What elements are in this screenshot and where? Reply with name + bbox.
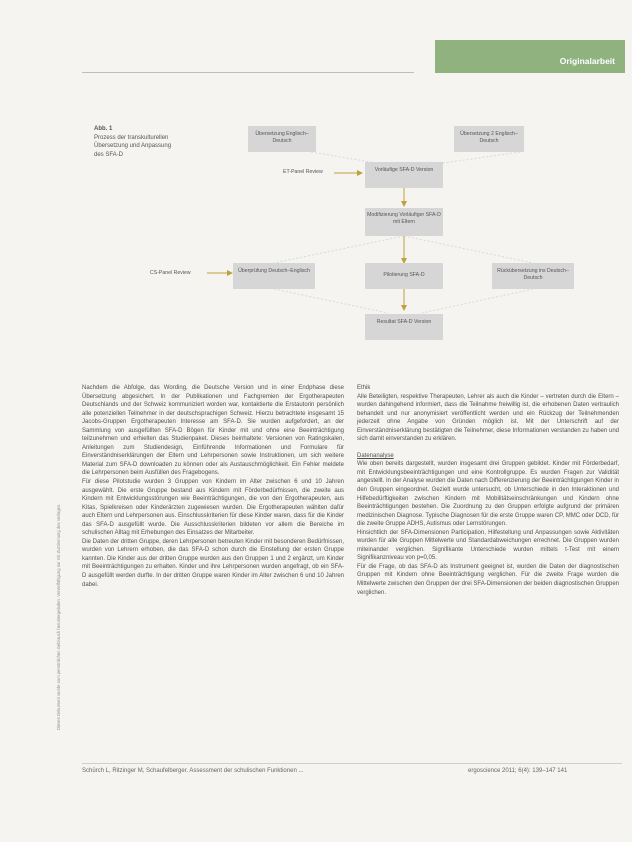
- node-branch-left-label: Überprüfung Deutsch–Englisch: [238, 268, 310, 274]
- node-branch-mid-label: Pilotierung SFA-D: [383, 272, 425, 278]
- node-final: [365, 314, 443, 340]
- body-column-left: [82, 384, 344, 750]
- node-source-1-label: Übersetzung Englisch–Deutsch: [255, 131, 309, 144]
- process-diagram: [140, 118, 600, 354]
- section-heading-analysis: Datenanalyse: [357, 452, 394, 459]
- section-tab: [435, 40, 625, 73]
- node-merged: [365, 162, 443, 188]
- paragraph: Wie oben bereits dargestellt, wurden insgesamt drei Gruppen gebildet. Kinder mit Förderbedarf, mit Entwicklungsbeeinträchtigungen und eine Kontrollgruppe. Es wurden Fragen zur Validität angestellt. In der Analyse wurden die Daten nach Differenzierung der Beeinträchtigungen Kinder in den Gruppen eingeordnet. Gezielt wurde untersucht, ob Unterschiede in den Interaktionen und Hilfebedürftigkeiten zwischen Kindern mit Mobilitätseinschränkungen und Kindern ohne Beeinträchtigungen bestehen. Die Zuordnung zu den Gruppen erfolgte aufgrund der primären medizinischen Diagnose. Typische Diagnosen für die erste Gruppe waren CP, MMC oder DCD, für die zweite Gruppe ADHS, Autismus oder Lernstörungen.: [357, 461, 619, 528]
- figure-caption-text: Prozess der transkulturellen Übersetzung und Anpassung des SFA-D: [94, 134, 172, 158]
- section-label: Originalarbeit: [559, 56, 615, 66]
- paragraph: Die Daten der dritten Gruppe, deren Lehrpersonen betreuten Kinder mit besonderen Bedürfnissen, wurden von Lehrern erhoben, die das SFA-D schon durch die Einstellung der ersten Gruppe kannten. Die Kinder aus der dritten Gruppe wurden aus den Gruppen 1 und 2 ergänzt, um Kinder mit Beeinträchtigungen zu erhalten. Kinder und ihre Lehrpersonen wurden angefragt, ob ein SFA-D ausgefüllt werden durfte. In der dritten Gruppe waren Kinder im Alter zwischen 6 und 10 Jahren dabei.: [82, 538, 344, 588]
- panel-label-left: CS-Panel Review: [150, 270, 191, 276]
- node-branch-left: [233, 263, 315, 289]
- paragraph: Für diese Pilotstudie wurden 3 Gruppen von Kindern im Alter zwischen 6 und 10 Jahren ausgewählt. Die erste Gruppe bestand aus Kindern mit Förderbedürfnissen, die zweite aus Kindern mit Entwicklungsstörungen wie Beeinträchtigungen, die von den Ergotherapeuten, aus Kitas, Spielkreisen oder Kinderärzten zugewiesen wurden. Die Ergotherapeuten wählten dafür auch Eltern und Lehrpersonen aus. Einschlusskriterien für diese Kinder waren, dass für die Kinder das SFA-D ausgefüllt wurde. Die Ausschlusskriterien bildeten vor allem die Bereiche im schulischen Alltag mit Erhebungen des Einsatzes der Mitarbeiter.: [82, 479, 344, 537]
- paragraph: Alle Beteiligten, respektive Therapeuten, Lehrer als auch die Kinder – vertreten durch die Eltern – wurden dahingehend informiert, dass die Teilnahme freiwillig ist, die erhobenen Daten vertraulich behandelt und nur anonymisiert veröffentlicht werden und ein Rückzug der Teilnehmenden jederzeit ohne Angabe von Gründen möglich ist. Mit der Unterschrift auf der Einverständniserklärung bestätigten die Teilnehmer, diese Informationen verstanden zu haben und sich damit einverstanden zu erklären.: [357, 393, 619, 443]
- arrow-revised-left: [274, 236, 404, 263]
- arrow-revised-right: [404, 236, 533, 263]
- node-revised-label: Modifizierung Vorläufiger SFA-D mit Eltern: [367, 212, 441, 225]
- paragraph: Für die Frage, ob das SFA-D als Instrument geeignet ist, wurden die Daten der diagnostischen Gruppen mit Kindern ohne Beeinträchtigung verglichen. Für die zweite Frage wurden die Mittelwerte zwischen den Gruppen der drei SFA-Dimensionen der beiden diagnostischen Gruppen verglichen.: [357, 563, 619, 596]
- footer-rule: [82, 763, 622, 764]
- node-merged-label: Vorläufige SFA-D Version: [374, 167, 434, 173]
- arrow-right-final: [422, 289, 533, 313]
- paragraph: Hinsichtlich der SFA-Dimensionen Participation, Hilfestellung und Anpassungen sowie Aktivitäten wurden für alle Gruppen Mittelwerte und Standardabweichungen errechnet. Die Gruppen wurden miteinander verglichen. Signifikante Unterschiede wurden mittels t-Test mit einem Signifikanzniveau von p=0,05.: [357, 529, 619, 562]
- header-rule: [82, 72, 414, 73]
- footer-citation: Schürch L, Ritzinger M, Schaufelberger. Assessment der schulischen Funktionen ...: [82, 768, 304, 774]
- node-branch-right-label: Rückübersetzung ins Deutsch–Deutsch: [497, 268, 569, 281]
- panel-label-top: ET-Panel Review: [283, 169, 323, 175]
- body-column-right: [357, 384, 619, 744]
- node-source-2-label: Übersetzung 2 Englisch–Deutsch: [460, 131, 518, 144]
- arrow-left-final: [274, 289, 388, 313]
- section-heading-ethics: Ethik: [357, 385, 371, 391]
- footer-journal-page: ergoscience 2011; 6(4): 139–147 141: [468, 768, 568, 774]
- copyright-side-note: Dieses Dokument wurde zum persönlichen Gebrauch heruntergeladen. Vervielfältigung nur mit Zustimmung des Verlages.: [56, 503, 61, 730]
- paragraph: Nachdem die Abfolge, das Wording, die Deutsche Version und in einer Endphase diese Übersetzung abgesichert. In der Publikationen und Fachgremien der Ergotherapeuten Deutschlands und der Schweiz kommuniziert worden war, kontaktierte die Erstautorin persönlich alle potenziellen Teilnehmer in der deutschsprachigen Schweiz. Hierzu betrachtete insgesamt 15 Jacobs-Gruppen Ergotherapeuten Interesse am SFA-D. Sie wurden aufgefordert, an der Sammlung von ausgefüllten SFA-D Bögen für Kinder mit und ohne eine Beeinträchtigung teilzunehmen und erhielten das Studienpaket. Dieses beinhaltete: Versionen von Ratingskalen, Anleitungen zum Studiendesign, Einführende Informationen und Formulare für Einverständniserklärungen der Eltern und Lehrpersonen sowie Instruktionen, um sich weitere Material zum SFA-D downloaden zu können oder als Austauschmöglichkeit. Ein Fehler meldete die Lehrpersonen beim Ausfüllen des Fragebogens.: [82, 385, 344, 477]
- figure-caption-number: Abb. 1: [94, 126, 113, 132]
- node-final-label: Resultat SFA-D Version: [376, 319, 432, 325]
